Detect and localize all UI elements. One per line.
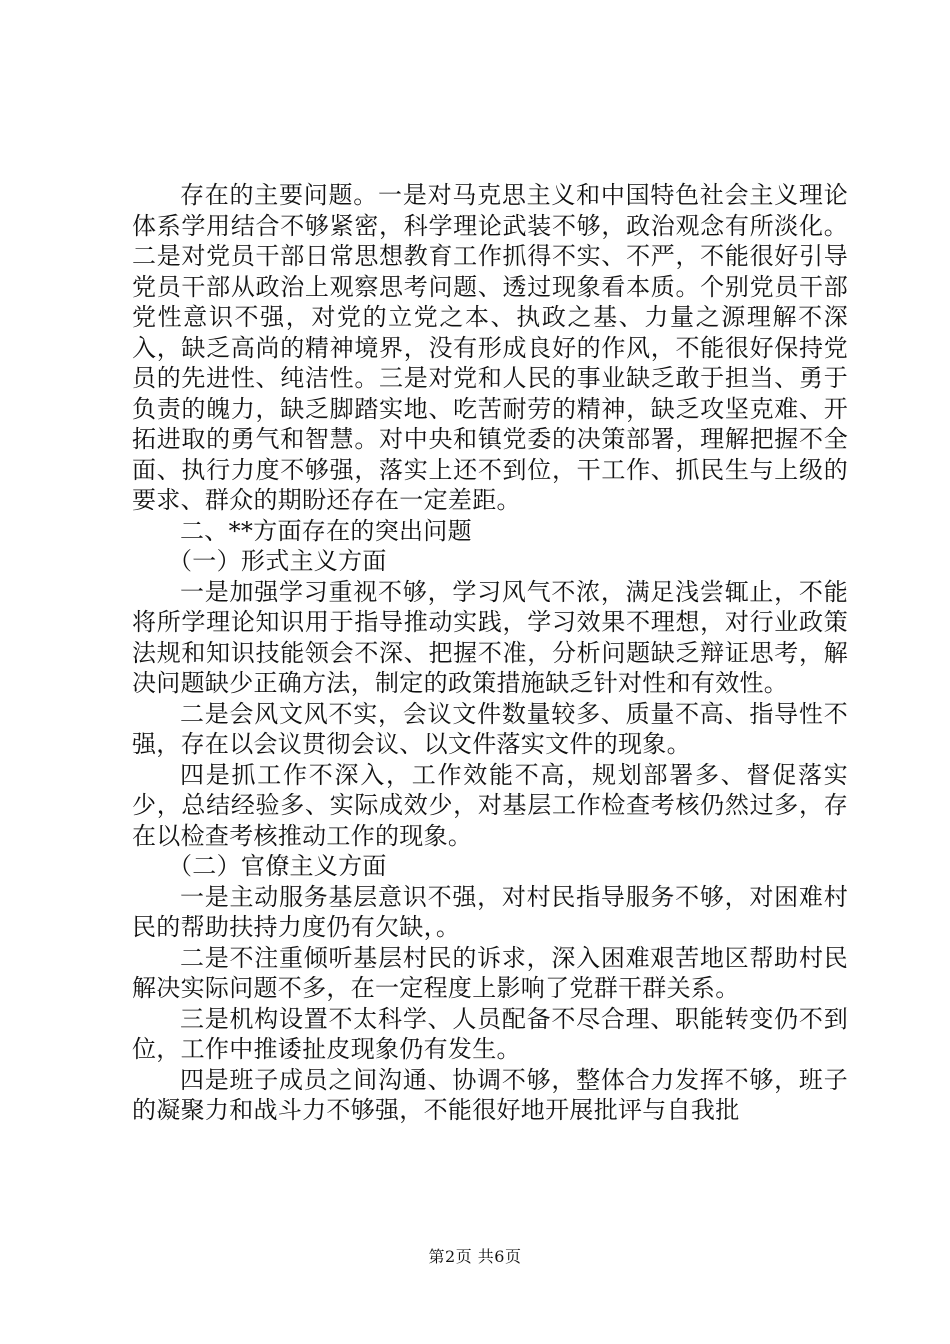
paragraph-main-problems: 存在的主要问题。一是对马克思主义和中国特色社会主义理论体系学用结合不够紧密，科学理论武装不够，政治观念有所淡化。二是对党员干部日常思想教育工作抓得不实、不严，不能很好引导党员干部从政治上观察思考问题、透过现象看本质。个别党员干部党性意识不强，对党的立党之本、执政之基、力量之源理解不深入，缺乏高尚的精神境界，没有形成良好的作风，不能很好保持党员的先进性、纯洁性。三是对党和人民的事业缺乏敢于担当、勇于负责的魄力，缺乏脚踏实地、吃苦耐劳的精神，缺乏攻坚克难、开拓进取的勇气和智慧。对中央和镇党委的决策部署，理解把握不全面、执行力度不够强，落实上还不到位，干工作、抓民生与上级的要求、群众的期盼还存在一定差距。 bbox=[132, 181, 848, 514]
paragraph-bureaucratism-4: 四是班子成员之间沟通、协调不够，整体合力发挥不够，班子的凝聚力和战斗力不够强，不能很好地开展批评与自我批 bbox=[132, 1065, 848, 1124]
page-footer: 第2页 共6页 bbox=[428, 1247, 522, 1266]
paragraph-formalism-1: 一是加强学习重视不够，学习风气不浓，满足浅尝辄止，不能将所学理论知识用于指导推动实践，学习效果不理想，对行业政策法规和知识技能领会不深、把握不准，分析问题缺乏辩证思考，解决问题缺少正确方法，制定的政策措施缺乏针对性和有效性。 bbox=[132, 577, 848, 697]
section-heading: 二、**方面存在的突出问题 bbox=[180, 516, 472, 545]
subsection-heading-formalism: （一）形式主义方面 bbox=[168, 547, 387, 575]
paragraph-bureaucratism-1: 一是主动服务基层意识不强，对村民指导服务不够，对困难村民的帮助扶持力度仍有欠缺，。 bbox=[132, 882, 848, 941]
paragraph-formalism-4: 四是抓工作不深入，工作效能不高，规划部署多、督促落实少，总结经验多、实际成效少，对基层工作检查考核仍然过多，存在以检查考核推动工作的现象。 bbox=[132, 760, 848, 850]
paragraph-bureaucratism-3: 三是机构设置不太科学、人员配备不尽合理、职能转变仍不到位，工作中推诿扯皮现象仍有发生。 bbox=[132, 1004, 848, 1063]
document-body bbox=[132, 180, 848, 1126]
subsection-heading-bureaucratism: （二）官僚主义方面 bbox=[168, 852, 387, 880]
paragraph-formalism-2: 二是会风文风不实，会议文件数量较多、质量不高、指导性不强，存在以会议贯彻会议、以文件落实文件的现象。 bbox=[132, 699, 848, 758]
paragraph-bureaucratism-2: 二是不注重倾听基层村民的诉求，深入困难艰苦地区帮助村民解决实际问题不多，在一定程度上影响了党群干群关系。 bbox=[132, 943, 848, 1002]
